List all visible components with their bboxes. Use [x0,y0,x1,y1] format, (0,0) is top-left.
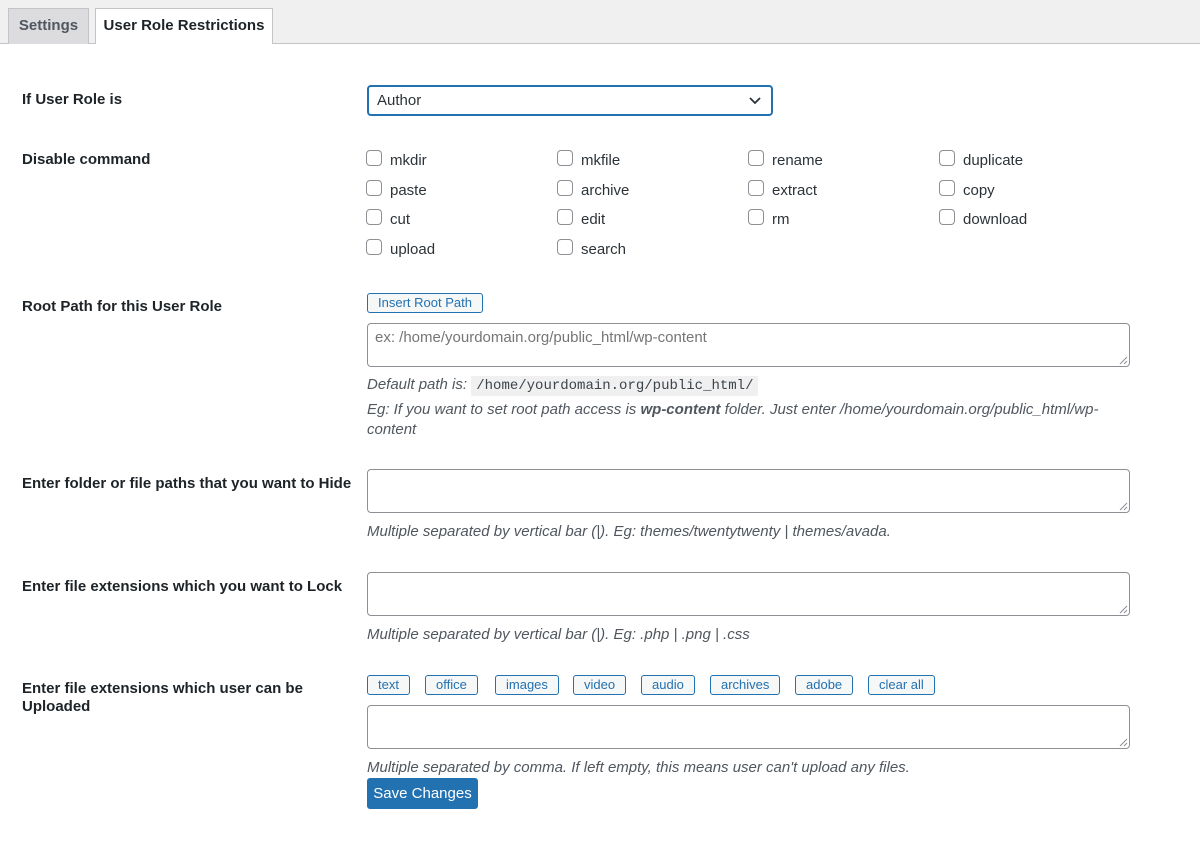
checkbox-box[interactable] [748,150,764,166]
user-role-label: If User Role is [22,91,123,108]
default-path-hint [367,375,758,396]
tag-office-button[interactable]: office [425,675,478,695]
example-suffix: folder. Just enter /home/yourdomain.org/public_html/wp- [720,401,1099,418]
example-prefix: Eg: If you want to set root path access is [367,401,641,418]
checkbox-box[interactable] [557,180,573,196]
checkbox-label: search [581,241,627,258]
checkbox-label: mkdir [390,152,427,169]
checkbox-box[interactable] [748,180,764,196]
upload-extensions-label-line2: Uploaded [22,698,91,715]
chevron-down-icon [747,92,763,108]
hide-paths-textarea[interactable] [367,469,1130,513]
tag-video-button[interactable]: video [573,675,626,695]
user-role-selected-value: Author [377,92,422,109]
tag-adobe-button[interactable]: adobe [795,675,853,695]
checkbox-box[interactable] [557,150,573,166]
tag-images-button[interactable]: images [495,675,559,695]
tab-settings[interactable]: Settings [8,8,89,44]
tag-text-button[interactable]: text [367,675,410,695]
root-path-example-line2: content [367,421,417,438]
upload-extensions-hint: Multiple separated by comma. If left empty, this means user can't upload any files. [367,759,910,776]
user-role-select[interactable] [367,85,773,116]
checkbox-label: copy [963,182,995,199]
checkbox-label: cut [390,211,411,228]
checkbox-box[interactable] [939,180,955,196]
checkbox-box[interactable] [366,180,382,196]
hide-paths-label: Enter folder or file paths that you want to Hide [22,475,352,492]
upload-extensions-textarea[interactable] [367,705,1130,749]
checkbox-label: duplicate [963,152,1024,169]
tab-user-role-restrictions[interactable]: User Role Restrictions [95,8,273,45]
checkbox-label: upload [390,241,436,258]
root-path-example-line1 [367,400,1098,420]
checkbox-label: paste [390,182,427,199]
disable-command-label: Disable command [22,151,151,168]
lock-extensions-label: Enter file extensions which you want to Lock [22,578,343,595]
checkbox-box[interactable] [939,209,955,225]
checkbox-label: download [963,211,1028,228]
checkbox-box[interactable] [939,150,955,166]
tab-bar [0,0,1200,44]
checkbox-box[interactable] [366,239,382,255]
root-path-label: Root Path for this User Role [22,298,223,315]
checkbox-label: mkfile [581,152,621,169]
tag-audio-button[interactable]: audio [641,675,695,695]
checkbox-box[interactable] [366,209,382,225]
resize-grip-icon[interactable] [1118,737,1128,747]
root-path-placeholder: ex: /home/yourdomain.org/public_html/wp-content [375,329,707,346]
save-changes-button[interactable]: Save Changes [367,778,478,809]
hide-paths-hint: Multiple separated by vertical bar (|). Eg: themes/twentytwenty | themes/avada. [367,523,891,540]
upload-extensions-label-line1: Enter file extensions which user can be [22,680,303,697]
lock-extensions-textarea[interactable] [367,572,1130,616]
tag-clear-all-button[interactable]: clear all [868,675,935,695]
root-path-textarea[interactable] [367,323,1130,367]
checkbox-box[interactable] [748,209,764,225]
checkbox-label: rename [772,152,823,169]
resize-grip-icon[interactable] [1118,355,1128,365]
resize-grip-icon[interactable] [1118,604,1128,614]
checkbox-box[interactable] [557,209,573,225]
insert-root-path-button[interactable]: Insert Root Path [367,293,483,313]
checkbox-label: rm [772,211,790,228]
resize-grip-icon[interactable] [1118,501,1128,511]
checkbox-label: extract [772,182,818,199]
checkbox-label: archive [581,182,630,199]
example-bold: wp-content [640,401,721,418]
default-path-code: /home/yourdomain.org/public_html/ [471,376,758,396]
default-path-prefix: Default path is: [367,376,468,393]
checkbox-box[interactable] [366,150,382,166]
checkbox-label: edit [581,211,606,228]
checkbox-box[interactable] [557,239,573,255]
lock-extensions-hint: Multiple separated by vertical bar (|). Eg: .php | .png | .css [367,626,750,643]
tag-archives-button[interactable]: archives [710,675,780,695]
